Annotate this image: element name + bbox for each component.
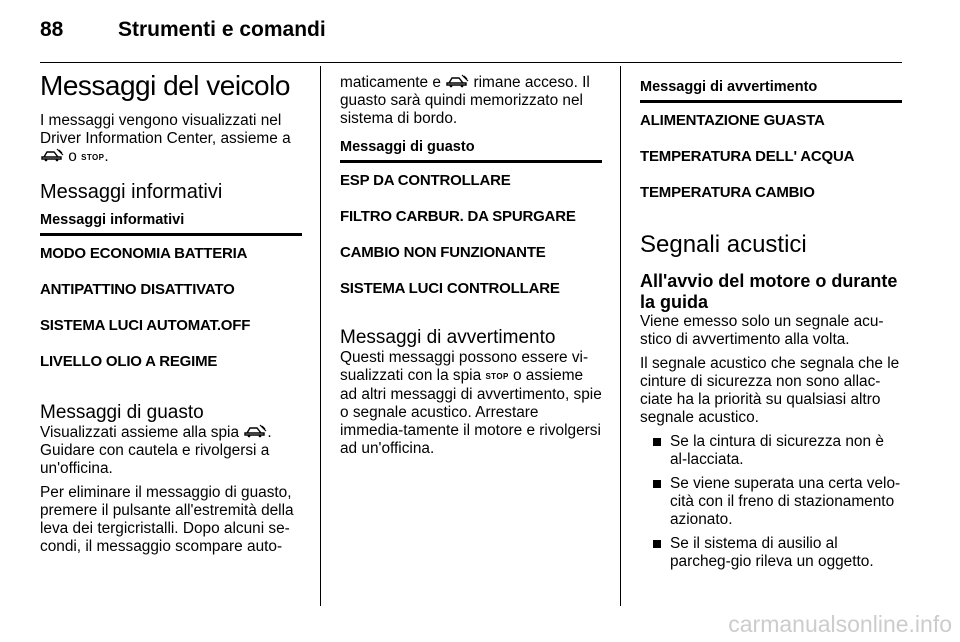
column-divider [320, 66, 321, 606]
table-row: FILTRO CARBUR. DA SPURGARE [340, 208, 576, 225]
watermark: carmanualsonline.info [728, 611, 952, 637]
fault-table-header: Messaggi di guasto [340, 138, 602, 163]
start-heading: All'avvio del motore o durante la guida [640, 271, 898, 312]
start-paragraph-1: Viene emesso solo un segnale acu-stico di avvertimento alla volta. [640, 313, 884, 348]
start-paragraph-2: Il segnale acustico che segnala che le cinture di sicurezza non sono allac-ciate ha la priorità su qualsiasi altro segnale acustico. [640, 355, 900, 426]
warning-table [640, 109, 902, 217]
table-row: TEMPERATURA CAMBIO [640, 184, 815, 201]
continued-text-b: rimane acceso. Il guasto sarà quindi memorizzato nel sistema di bordo. [340, 74, 590, 127]
car-service-icon [40, 148, 64, 162]
column-1 [40, 70, 302, 562]
fault-heading: Messaggi di guasto [40, 402, 204, 423]
car-service-icon [243, 424, 267, 438]
header-rule [40, 62, 902, 63]
intro-paragraph: I messaggi vengono visualizzati nel Driver Information Center, assieme a o STOP. [40, 112, 291, 165]
table-row: MODO ECONOMIA BATTERIA [40, 245, 248, 262]
fault-paragraph-2: Per eliminare il messaggio di guasto, premere il pulsante all'estremità della leva dei tergicristalli. Dopo alcuni se-condi, il messaggio scompare auto- [40, 484, 294, 555]
warning-text-b: o assieme ad altri messaggi di avvertimento, spie o segnale acustico. Arrestare immedia-tamente il motore e rivolgersi ad un'officina. [340, 367, 602, 457]
continued-text-a: maticamente e [340, 74, 441, 91]
intro-or: o [68, 148, 77, 165]
list-item: Se il sistema di ausilio al parcheg-gio rileva un oggetto. [640, 535, 902, 571]
column-3 [640, 78, 902, 577]
page-header [40, 14, 902, 54]
table-row: LIVELLO OLIO A REGIME [40, 353, 218, 370]
continued-paragraph [340, 74, 602, 128]
page-title: Messaggi del veicolo [40, 70, 290, 101]
car-service-icon [445, 74, 469, 88]
fault-paragraph-1 [40, 424, 302, 478]
running-title: Strumenti e comandi [118, 18, 326, 41]
table-row: ALIMENTAZIONE GUASTA [640, 112, 825, 129]
table-row: SISTEMA LUCI AUTOMAT.OFF [40, 317, 251, 334]
warning-table-header: Messaggi di avvertimento [640, 78, 902, 103]
table-row: CAMBIO NON FUNZIONANTE [340, 244, 546, 261]
intro-text: I messaggi vengono visualizzati nel Driver Information Center, assieme a [40, 112, 291, 147]
fault-text-a: Visualizzati assieme alla spia [40, 424, 240, 441]
column-divider [620, 66, 621, 606]
warning-text-a: Questi messaggi possono essere vi-sualizzati con la spia [340, 349, 589, 384]
table-row: SISTEMA LUCI CONTROLLARE [340, 280, 560, 297]
sound-heading: Segnali acustici [640, 231, 807, 258]
info-table-header: Messaggi informativi [40, 211, 302, 236]
warning-heading: Messaggi di avvertimento [340, 327, 556, 348]
fault-text-b: . Guidare con cautela e rivolgersi a un'officina. [40, 424, 272, 477]
info-heading: Messaggi informativi [40, 181, 223, 203]
fault-table [340, 169, 602, 313]
list-item: Se viene superata una certa velo-cità con il freno di stazionamento azionato. [640, 475, 902, 529]
bullet-list [640, 433, 902, 571]
list-item: Se la cintura di sicurezza non è al-lacciata. [640, 433, 902, 469]
table-row: ANTIPATTINO DISATTIVATO [40, 281, 235, 298]
stop-icon: STOP [81, 153, 105, 162]
table-row: ESP DA CONTROLLARE [340, 172, 511, 189]
stop-icon: STOP [485, 372, 509, 381]
warning-paragraph [340, 349, 602, 458]
page-number: 88 [40, 18, 64, 41]
column-2 [340, 74, 602, 464]
info-table [40, 242, 302, 386]
table-row: TEMPERATURA DELL' ACQUA [640, 148, 855, 165]
